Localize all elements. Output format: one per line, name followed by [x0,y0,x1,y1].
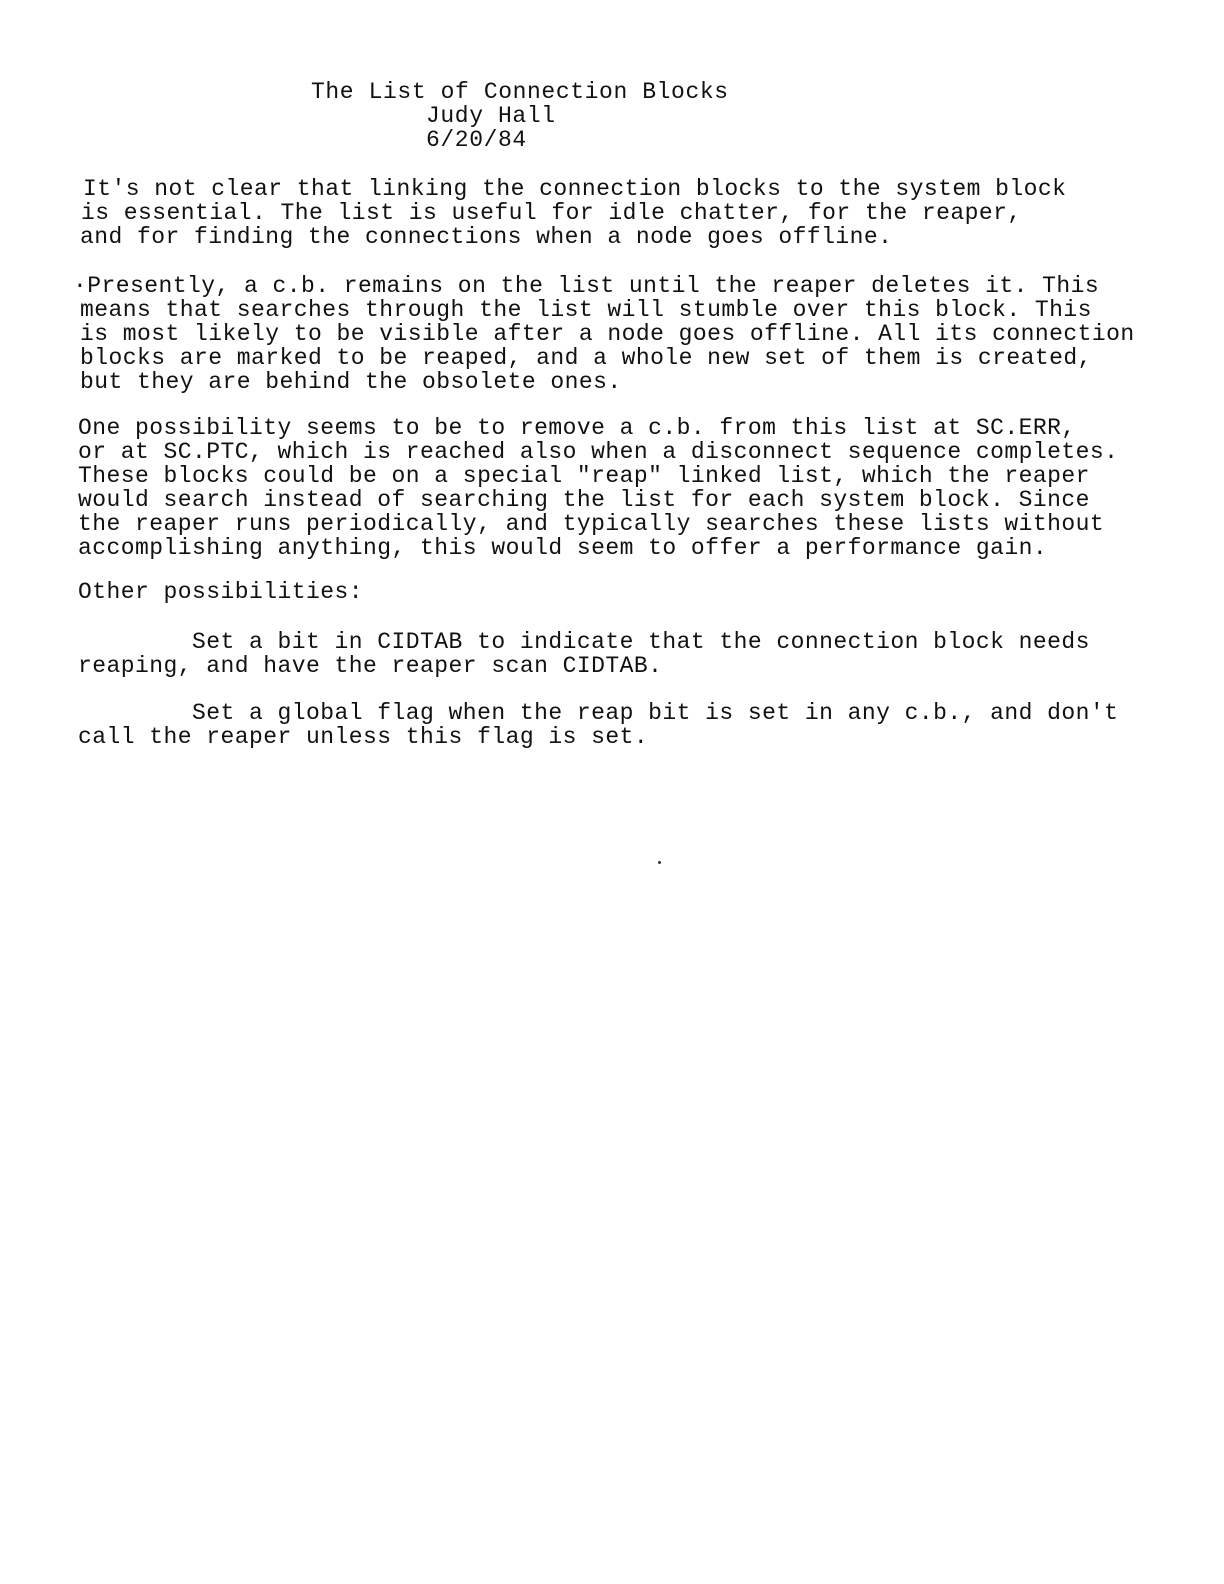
paragraph-line: One possibility seems to be to remove a c.b. from this list at SC.ERR, [78,415,1076,441]
paragraph-line: Set a bit in CIDTAB to indicate that the connection block needs [78,629,1090,655]
paragraph-line: but they are behind the obsolete ones. [80,369,622,395]
paragraph-line: call the reaper unless this flag is set. [78,724,649,750]
document-date: 6/20/84 [426,127,527,153]
document-author: Judy Hall [426,103,556,129]
paragraph-line: and for finding the connections when a node goes offline. [80,224,893,250]
paragraph-line: the reaper runs periodically, and typically searches these lists without [78,511,1105,537]
paragraph-line: is most likely to be visible after a node goes offline. All its connection [80,321,1135,347]
paragraph-line: Other possibilities: [78,579,364,605]
paragraph-line: It's not clear that linking the connection blocks to the system block [83,176,1067,202]
paragraph-line: is essential. The list is useful for idle chatter, for the reaper, [81,200,1022,226]
paragraph-line: means that searches through the list will stumble over this block. This [80,297,1092,323]
paragraph-line: These blocks could be on a special "reap" linked list, which the reaper [78,463,1090,489]
document-title: The List of Connection Blocks [311,79,729,105]
paragraph-line: ·Presently, a c.b. remains on the list until the reaper deletes it. This [73,273,1100,299]
paragraph-line: blocks are marked to be reaped, and a whole new set of them is created, [80,345,1092,371]
stray-mark [658,861,661,864]
paragraph-line: Set a global flag when the reap bit is set in any c.b., and don't [78,700,1119,726]
paragraph-line: accomplishing anything, this would seem to offer a performance gain. [78,535,1048,561]
paragraph-line: or at SC.PTC, which is reached also when a disconnect sequence completes. [78,439,1119,465]
paragraph-line: reaping, and have the reaper scan CIDTAB. [78,653,663,679]
paragraph-line: would search instead of searching the list for each system block. Since [78,487,1090,513]
